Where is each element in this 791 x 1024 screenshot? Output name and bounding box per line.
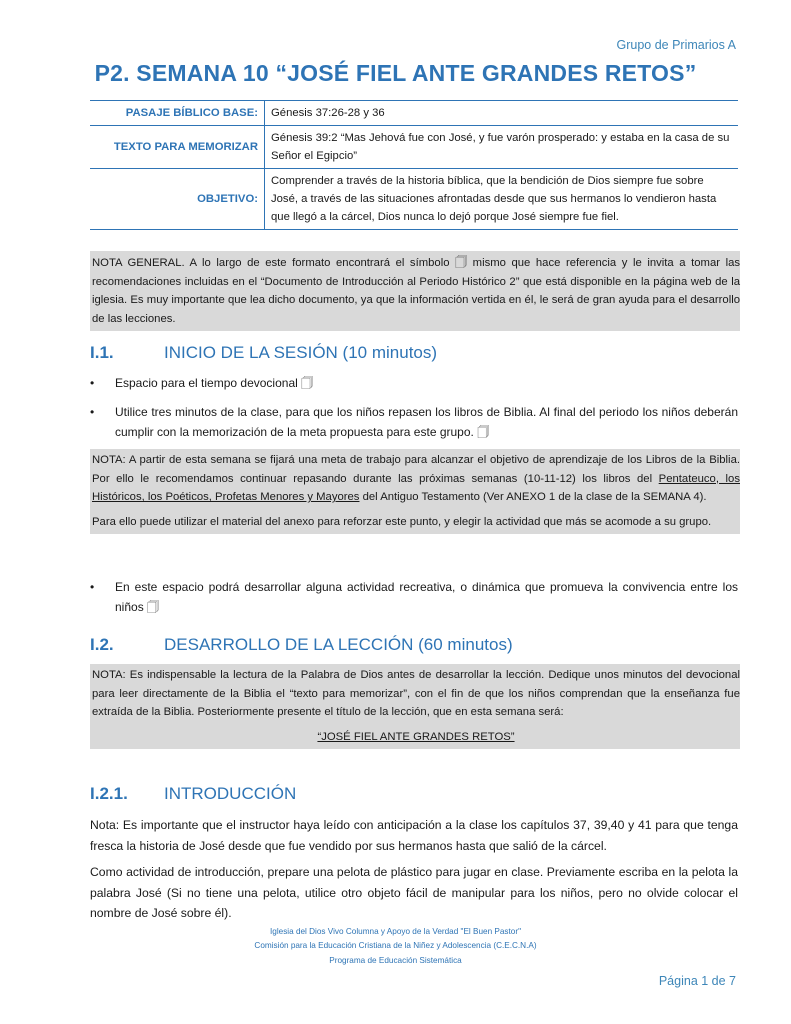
- section-number: I.1.: [90, 343, 114, 362]
- section-heading: [90, 343, 437, 363]
- document-copy-icon: 🗍: [301, 376, 314, 390]
- list-item: [90, 577, 738, 618]
- bullet-icon: •: [90, 405, 95, 419]
- list-item-text: Utilice tres minutos de la clase, para que los niños repasen los libros de Biblia. Al final del periodo los niños deberán cumplir con la memorización de la meta propuesta para este grupo.: [115, 405, 738, 440]
- lesson-title: “JOSÉ FIEL ANTE GRANDES RETOS”: [317, 730, 515, 743]
- table-row: [90, 126, 738, 169]
- footer-line: Comisión para la Educación Cristiana de la Niñez y Adolescencia (C.E.C.N.A): [254, 941, 537, 951]
- page-number: Página 1 de 7: [658, 974, 736, 988]
- group-label: Grupo de Primarios A: [616, 38, 736, 52]
- section-title: INTRODUCCIÓN: [164, 784, 297, 803]
- row-value: Génesis 37:26-28 y 36: [265, 101, 739, 126]
- note-box: [90, 664, 740, 749]
- subsection-heading: [90, 784, 296, 804]
- note-text-b: del Antiguo Testamento (Ver ANEXO 1 de la clase de la SEMANA 4).: [362, 491, 707, 504]
- list-item-text: En este espacio podrá desarrollar alguna actividad recreativa, o dinámica que promueva la convivencia entre los niños: [115, 580, 738, 615]
- general-note-text-b: mismo que hace referencia y le invita a tomar las recomendaciones incluidas en el “Documento de Introducción al Periodo Histórico 2” que está disponible en la página web de la iglesia. Es muy importante que lea dicho documento, ya que la información vertida en él, le será de gran ayuda para el desarrollo de las lecciones.: [92, 257, 741, 326]
- list-item: [90, 402, 738, 443]
- table-row: [90, 101, 738, 126]
- document-copy-icon: 🗍: [477, 425, 490, 440]
- note-underlined-books: Pentateuco, los Históricos, los Poéticos, Profetas Menores y Mayores: [92, 472, 740, 504]
- section-number: I.2.: [90, 635, 114, 654]
- note-box: [90, 449, 740, 534]
- section-heading: [90, 635, 513, 655]
- row-label: PASAJE BÍBLICO BASE:: [90, 101, 265, 126]
- footer-line: Iglesia del Dios Vivo Columna y Apoyo de la Verdad "El Buen Pastor": [270, 927, 521, 936]
- bullet-icon: •: [90, 376, 95, 390]
- row-value: Génesis 39:2 “Mas Jehová fue con José, y fue varón prosperado: y estaba en la casa de su Señor el Egipcio”: [265, 126, 739, 169]
- page-title: P2. SEMANA 10 “JOSÉ FIEL ANTE GRANDES RETOS”: [94, 60, 697, 86]
- list-item: [90, 373, 738, 393]
- paragraph: Nota: Es importante que el instructor haya leído con anticipación a la clase los capítulos 37, 39,40 y 41 para que tenga fresca la historia de José desde que fue vendido por sus hermanos hasta que salió de la cárcel.: [90, 818, 738, 853]
- footer: [0, 925, 791, 968]
- footer-line: Programa de Educación Sistemática: [329, 955, 462, 965]
- note-text-2: Para ello puede utilizar el material del anexo para reforzar este punto, y elegir la actividad que más se acomode a su grupo.: [92, 515, 712, 528]
- table-row: [90, 169, 738, 230]
- row-label: TEXTO PARA MEMORIZAR: [90, 126, 265, 169]
- lesson-info-table: [90, 100, 738, 230]
- section-number: I.2.1.: [90, 784, 128, 803]
- section-title: INICIO DE LA SESIÓN (10 minutos): [164, 343, 438, 362]
- general-note-text-a: NOTA GENERAL. A lo largo de este formato encontrará el símbolo: [92, 257, 450, 269]
- row-label: OBJETIVO:: [90, 169, 265, 230]
- note-text: NOTA: Es indispensable la lectura de la Palabra de Dios antes de desarrollar la lección. Dedique unos minutos del devocional para leer directamente de la Biblia el “texto para memorizar”, con el fin de que los niños comprendan que la enseñanza fue extraída de la Biblia. Posteriormente presente el título de la lección, que en esta semana será:: [92, 669, 740, 719]
- bullet-icon: •: [90, 580, 95, 594]
- note-text-a: NOTA: A partir de esta semana se fijará una meta de trabajo para alcanzar el objetivo de aprendizaje de los Libros de la Biblia. Por ello le recomendamos continuar repasando durante las próximas semanas (10-11-12) los libros del: [92, 454, 740, 485]
- section-title: DESARROLLO DE LA LECCIÓN (60 minutos): [164, 635, 513, 654]
- document-copy-icon: 🗍: [147, 600, 160, 615]
- row-value: Comprender a través de la historia bíblica, que la bendición de Dios siempre fue sobre José, a través de las situaciones afrontadas desde que sus hermanos lo vendieron hasta que llegó a la cárcel, Dios nunca lo dejó porque José siempre fue fiel.: [265, 169, 739, 230]
- document-copy-icon: 🗍: [455, 255, 468, 269]
- general-note: [90, 251, 740, 331]
- list-item-text: Espacio para el tiempo devocional: [115, 376, 298, 390]
- paragraph: Como actividad de introducción, prepare una pelota de plástico para jugar en clase. Previamente escriba en la pelota la palabra José (Si no tiene una pelota, utilice otro objeto fácil de manipular para los niños, pero no olvide colocar el nombre de José sobre él).: [90, 865, 738, 921]
